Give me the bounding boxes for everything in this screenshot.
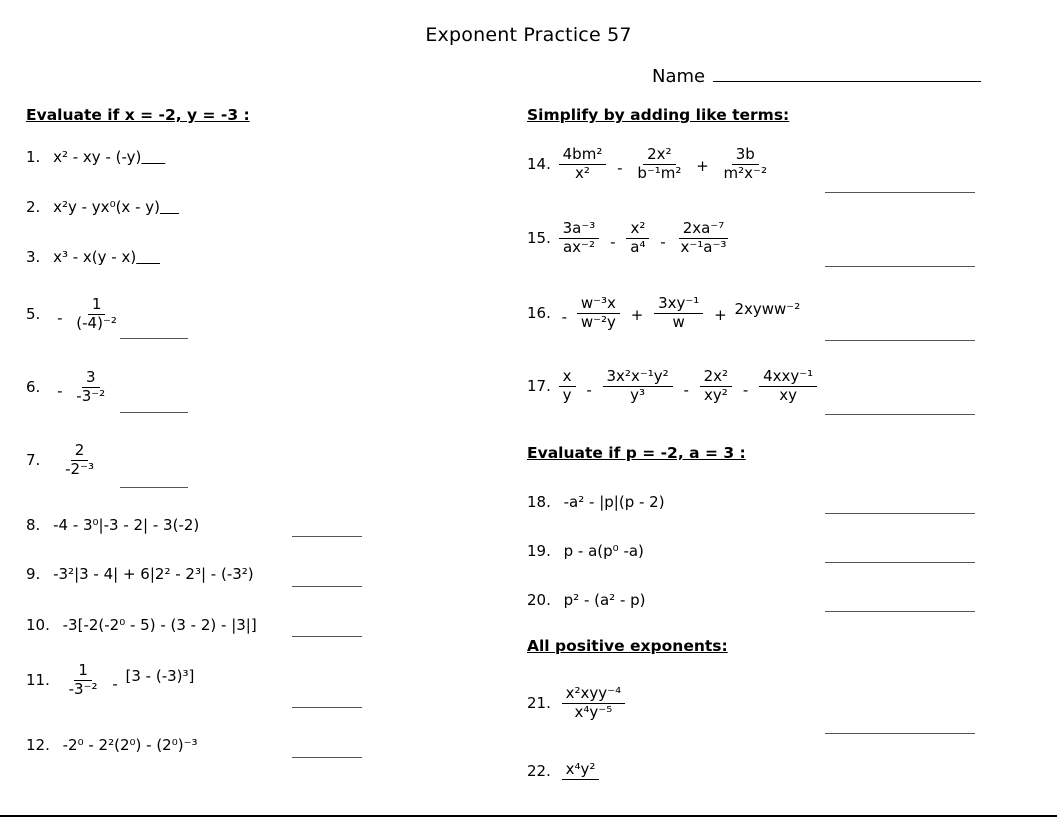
problem-6 [26, 370, 112, 405]
problem-11-denominator: -3⁻² [68, 679, 98, 698]
problem-8 [26, 517, 199, 534]
problem-16-term-2-denominator: w [672, 312, 685, 331]
problem-5-fraction [72, 297, 121, 332]
problem-16-operator-1: + [630, 305, 644, 324]
problem-15-term-1-denominator: ax⁻² [562, 237, 595, 256]
problem-15-term-2-numerator: x² [626, 221, 649, 239]
problem-16-term-2 [654, 296, 703, 331]
problem-16-number: 16. [527, 303, 551, 322]
problem-14-term-1-denominator: x² [575, 163, 590, 182]
answer-blank-18[interactable] [825, 513, 975, 514]
problem-5 [26, 297, 124, 332]
problem-6-number: 6. [26, 377, 41, 396]
problem-14-operator-1: - [617, 158, 623, 177]
problem-14-term-1 [559, 147, 607, 182]
problem-8-number: 8. [26, 516, 41, 534]
answer-blank-14[interactable] [825, 192, 975, 193]
problem-15-operator-2: - [660, 232, 666, 251]
problem-2-expression: x²y - yx⁰(x - y) [53, 198, 160, 216]
problem-17-term-4-numerator: 4xxy⁻¹ [759, 369, 817, 387]
problem-11-number: 11. [26, 670, 50, 689]
problem-21-numerator: x²xyy⁻⁴ [562, 686, 625, 704]
problem-9-expression: -3²|3 - 4| + 6|2² - 2³| - (-3²) [53, 565, 254, 583]
problem-15-term-3-numerator: 2xa⁻⁷ [679, 221, 729, 239]
problem-12-expression: -2⁰ - 2²(2⁰) - (2⁰)⁻³ [62, 736, 198, 754]
problem-14-term-3 [720, 147, 771, 182]
problem-15-term-2 [626, 221, 649, 256]
answer-blank-21[interactable] [825, 733, 975, 734]
problem-22-number: 22. [527, 761, 551, 780]
problem-5-denominator: (-4)⁻² [76, 313, 117, 332]
problem-2 [26, 199, 179, 216]
problem-6-denominator: -3⁻² [76, 386, 106, 405]
problem-10 [26, 617, 257, 634]
problem-7 [26, 443, 101, 478]
answer-blank-8[interactable] [292, 536, 362, 537]
problem-14 [527, 147, 774, 182]
problem-17-term-1-numerator: x [559, 369, 576, 387]
problem-17-term-1 [559, 369, 576, 404]
answer-blank-15[interactable] [825, 266, 975, 267]
problem-15-term-1-numerator: 3a⁻³ [559, 221, 600, 239]
problem-12 [26, 737, 198, 754]
problem-16-term-3: 2xyww⁻² [734, 299, 801, 318]
problem-14-term-2-denominator: b⁻¹m² [637, 163, 682, 182]
problem-15 [527, 221, 733, 256]
problem-15-term-3 [677, 221, 731, 256]
problem-8-expression: -4 - 3⁰|-3 - 2| - 3(-2) [53, 516, 200, 534]
problem-14-operator-2: + [696, 156, 709, 175]
problem-17-operator-1: - [586, 380, 592, 399]
problem-16-operator-2: + [714, 305, 727, 324]
section-heading-evaluate-pa: Evaluate if p = -2, a = 3 : [527, 444, 746, 462]
problem-6-leading-sign: - [57, 381, 63, 400]
answer-blank-11[interactable] [292, 707, 362, 708]
problem-11 [26, 663, 194, 698]
problem-17-term-4 [759, 369, 817, 404]
problem-17-term-2-numerator: 3x²x⁻¹y² [603, 369, 673, 387]
problem-14-term-3-denominator: m²x⁻² [723, 163, 767, 182]
problem-17-term-2-denominator: y³ [630, 385, 646, 404]
problem-21-denominator: x⁴y⁻⁵ [574, 702, 613, 721]
problem-1-number: 1. [26, 148, 41, 166]
problem-10-number: 10. [26, 616, 50, 634]
answer-blank-10[interactable] [292, 636, 362, 637]
problem-14-term-1-numerator: 4bm² [559, 147, 607, 165]
problem-19-expression: p - a(p⁰ -a) [563, 542, 644, 560]
problem-15-operator-1: - [610, 232, 616, 251]
answer-blank-16[interactable] [825, 340, 975, 341]
problem-14-term-3-numerator: 3b [732, 147, 759, 165]
problem-11-numerator: 1 [74, 663, 92, 681]
problem-16-term-1-denominator: w⁻²y [580, 312, 616, 331]
problem-16-term-1 [577, 296, 620, 331]
name-field-row [652, 66, 981, 87]
problem-11-fraction [65, 663, 102, 698]
section-heading-simplify: Simplify by adding like terms: [527, 106, 790, 124]
problem-12-number: 12. [26, 736, 50, 754]
problem-17-number: 17. [527, 376, 551, 395]
problem-1 [26, 149, 165, 166]
problem-1-expression: x² - xy - (-y) [53, 148, 142, 166]
problem-3-number: 3. [26, 248, 41, 266]
section-heading-evaluate-xy: Evaluate if x = -2, y = -3 : [26, 106, 250, 124]
answer-blank-12[interactable] [292, 757, 362, 758]
problem-17-term-4-denominator: xy [779, 385, 797, 404]
problem-5-leading-sign: - [57, 308, 63, 327]
problem-15-term-1 [559, 221, 600, 256]
problem-17-term-3-numerator: 2x² [700, 369, 732, 387]
name-label: Name [652, 66, 706, 87]
answer-blank-5[interactable] [120, 338, 188, 339]
problem-19-number: 19. [527, 542, 551, 560]
problem-17-term-3 [700, 369, 732, 404]
answer-blank-9[interactable] [292, 586, 362, 587]
name-input-blank[interactable] [713, 68, 981, 82]
problem-10-expression: -3[-2(-2⁰ - 5) - (3 - 2) - |3|] [62, 616, 257, 634]
problem-15-term-3-denominator: x⁻¹a⁻³ [680, 237, 727, 256]
problem-18-expression: -a² - |p|(p - 2) [563, 493, 665, 511]
answer-blank-6[interactable] [120, 412, 188, 413]
answer-blank-20[interactable] [825, 611, 975, 612]
problem-22-numerator: x⁴y² [562, 762, 600, 780]
problem-5-number: 5. [26, 304, 41, 323]
problem-6-numerator: 3 [82, 370, 100, 388]
problem-22-fraction [562, 762, 600, 781]
problem-20 [527, 592, 646, 609]
problem-7-numerator: 2 [71, 443, 89, 461]
problem-14-term-2-numerator: 2x² [643, 147, 675, 165]
problem-17-operator-2: - [683, 380, 689, 399]
problem-20-number: 20. [527, 591, 551, 609]
problem-17-term-1-denominator: y [562, 385, 572, 404]
answer-blank-19[interactable] [825, 562, 975, 563]
problem-9-number: 9. [26, 565, 41, 583]
problem-14-term-2 [633, 147, 685, 182]
problem-3 [26, 249, 160, 266]
problem-15-term-2-denominator: a⁴ [630, 237, 646, 256]
problem-11-trailing: [3 - (-3)³] [125, 666, 195, 685]
problem-7-fraction [61, 443, 98, 478]
problem-7-denominator: -2⁻³ [65, 459, 94, 478]
problem-16-leading-sign: - [561, 307, 568, 326]
problem-14-number: 14. [527, 154, 551, 173]
problem-21-number: 21. [527, 693, 551, 712]
problem-5-numerator: 1 [88, 297, 106, 315]
problem-21 [527, 686, 628, 721]
problem-7-number: 7. [26, 450, 41, 469]
problem-11-operator: - [112, 674, 118, 693]
problem-9 [26, 566, 254, 583]
answer-blank-7[interactable] [120, 487, 188, 488]
problem-17-term-2 [603, 369, 673, 404]
problem-3-expression: x³ - x(y - x) [53, 248, 137, 266]
problem-6-fraction [72, 370, 109, 405]
problem-17 [527, 369, 820, 404]
problem-15-number: 15. [527, 228, 551, 247]
problem-16 [527, 296, 800, 331]
problem-16-term-2-numerator: 3xy⁻¹ [654, 296, 703, 314]
problem-18 [527, 494, 665, 511]
page-title: Exponent Practice 57 [425, 24, 632, 46]
answer-blank-17[interactable] [825, 414, 975, 415]
problem-19 [527, 543, 644, 560]
problem-18-number: 18. [527, 493, 551, 511]
problem-17-operator-3: - [742, 380, 749, 399]
problem-22 [527, 762, 602, 781]
problem-17-term-3-denominator: xy² [703, 385, 728, 404]
problem-2-number: 2. [26, 198, 41, 216]
problem-20-expression: p² - (a² - p) [563, 591, 646, 609]
problem-16-term-1-numerator: w⁻³x [577, 296, 620, 314]
problem-22-denominator [577, 780, 585, 781]
section-heading-positive-exponents: All positive exponents: [527, 637, 728, 655]
problem-21-fraction [562, 686, 625, 721]
